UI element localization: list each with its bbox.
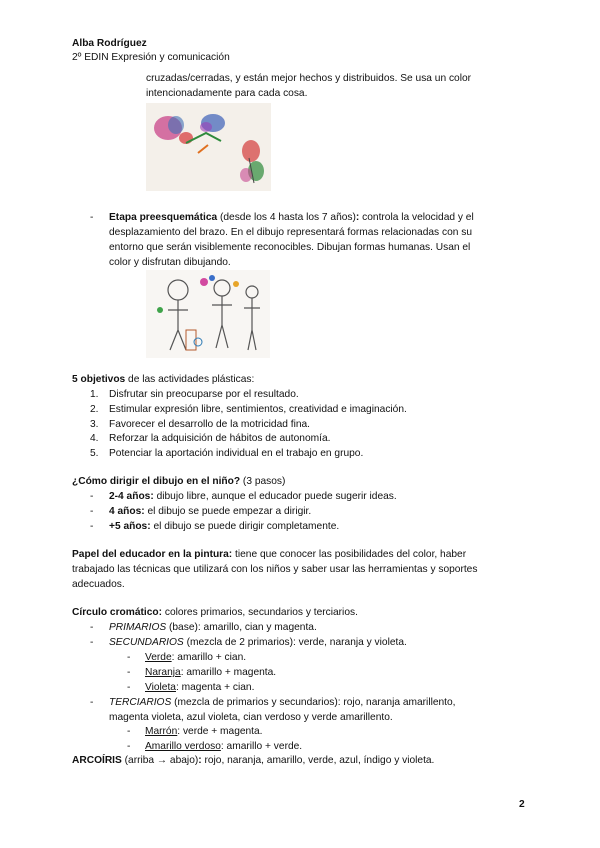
terciario-sub-item [145,725,263,738]
child-drawing-figures [146,270,270,358]
etapa-title: Etapa preesquemática [109,212,218,223]
primarios-bullet: - [90,622,94,633]
terciario-sub-label: Marrón [145,726,178,737]
primarios-label: PRIMARIOS [109,622,167,633]
figures-drawing-image [146,270,270,358]
terciarios-line [109,696,456,709]
dirigir-bullet: - [90,506,94,517]
etapa-line-4: color y disfrutan dibujando. [109,257,231,268]
terciarios-line-2: magenta violeta, azul violeta, cian verdoso y verde amarillento. [109,712,393,723]
papel-line-3: adecuados. [72,579,125,590]
etapa-line-1 [109,211,474,224]
arcoiris-line [72,754,434,767]
secundario-sub-bullet: - [127,682,131,693]
intro-line-2: intencionadamente para cada cosa. [146,88,308,99]
secundario-sub-bullet: - [127,652,131,663]
secundario-sub-label: Naranja [145,667,181,678]
papel-line-1 [72,548,466,561]
terciarios-text: (mezcla de primarios y secundarios): rojo, naranja amarillento, [171,697,456,708]
dirigir-item [109,520,339,533]
dirigir-bullet: - [90,521,94,532]
terciarios-bullet: - [90,697,94,708]
papel-line-1-rest: tiene que conocer las posibilidades del color, haber [232,549,467,560]
objetivo-text: Estimular expresión libre, sentimientos, creatividad e imaginación. [109,404,407,415]
objetivo-text: Favorecer el desarrollo de la motricidad fina. [109,419,311,430]
etapa-line-1-rest: controla la velocidad y el [359,212,474,223]
terciarios-label: TERCIARIOS [109,697,172,708]
secundario-sub-item [145,666,276,679]
scribble-drawing-image [146,103,271,191]
objetivo-text: Potenciar la aportación individual en el trabajo en grupo. [109,448,364,459]
dirigir-title: ¿Cómo dirigir el dibujo en el niño? [72,476,241,487]
circulo-title: Círculo cromático: [72,607,163,618]
dirigir-item-text: el dibujo se puede dirigir completamente. [150,521,340,532]
secundarios-line [109,636,407,649]
terciario-sub-text: : verde + magenta. [177,726,263,737]
dirigir-item-label: 2-4 años: [109,491,154,502]
dirigir-title-rest: (3 pasos) [240,476,286,487]
secundario-sub-item [145,681,254,694]
arcoiris-text: rojo, naranja, amarillo, verde, azul, índigo y violeta. [201,755,435,766]
secundarios-text: (mezcla de 2 primarios): verde, naranja y violeta. [183,637,407,648]
terciario-sub-label: Amarillo verdoso [145,741,221,752]
papel-line-2: trabajado las técnicas que utilizará con los niños y saber usar las herramientas y soportes [72,564,478,575]
dirigir-item-text: el dibujo se puede empezar a dirigir. [144,506,312,517]
secundario-sub-text: : amarillo + magenta. [180,667,277,678]
arcoiris-colon: : [198,755,202,766]
arcoiris-title: ARCOÍRIS [72,755,122,766]
secundario-sub-item [145,651,246,664]
etapa-colon: : [355,212,360,223]
course-title: 2º EDIN Expresión y comunicación [72,52,230,63]
child-drawing-scribbles [146,103,271,191]
objetivo-num: 2. [90,404,99,415]
objetivo-text: Reforzar la adquisición de hábitos de autonomía. [109,433,331,444]
dirigir-heading [72,475,285,488]
terciario-sub-text: : amarillo + verde. [220,741,303,752]
objetivo-num: 4. [90,433,99,444]
arcoiris-paren: (arriba → abajo) [121,755,199,766]
author-name: Alba Rodríguez [72,38,147,49]
dirigir-item [109,490,397,503]
etapa-range: (desde los 4 hasta los 7 años) [217,212,356,223]
secundarios-label: SECUNDARIOS [109,637,184,648]
dirigir-item-label: +5 años: [109,521,151,532]
objetivo-num: 5. [90,448,99,459]
etapa-line-3: entorno que serán visiblemente reconocibles. Dibujan formas humanas. Usan el [109,242,471,253]
terciario-sub-bullet: - [127,726,131,737]
page-number: 2 [519,799,525,810]
intro-line-1: cruzadas/cerradas, y están mejor hechos y distribuidos. Se usa un color [146,73,472,84]
circulo-heading [72,606,358,619]
circulo-title-rest: colores primarios, secundarios y terciarios. [162,607,358,618]
secundario-sub-label: Verde [145,652,172,663]
objetivos-title-rest: de las actividades plásticas: [125,374,255,385]
dirigir-bullet: - [90,491,94,502]
secundarios-bullet: - [90,637,94,648]
secundario-sub-text: : magenta + cian. [175,682,255,693]
papel-title: Papel del educador en la pintura: [72,549,233,560]
objetivos-title: 5 objetivos [72,374,126,385]
objetivo-text: Disfrutar sin preocuparse por el resultado. [109,389,299,400]
terciario-sub-item [145,740,302,753]
terciario-sub-bullet: - [127,741,131,752]
secundario-sub-text: : amarillo + cian. [171,652,247,663]
dirigir-item [109,505,311,518]
objetivo-num: 1. [90,389,99,400]
etapa-bullet: - [90,212,94,223]
primarios-line [109,621,317,634]
etapa-line-2: desplazamiento del brazo. En el dibujo representará formas relacionadas con su [109,227,472,238]
dirigir-item-label: 4 años: [109,506,145,517]
secundario-sub-label: Violeta [145,682,176,693]
primarios-text: (base): amarillo, cian y magenta. [166,622,317,633]
secundario-sub-bullet: - [127,667,131,678]
objetivo-num: 3. [90,419,99,430]
dirigir-item-text: dibujo libre, aunque el educador puede sugerir ideas. [153,491,397,502]
objetivos-heading [72,373,254,386]
